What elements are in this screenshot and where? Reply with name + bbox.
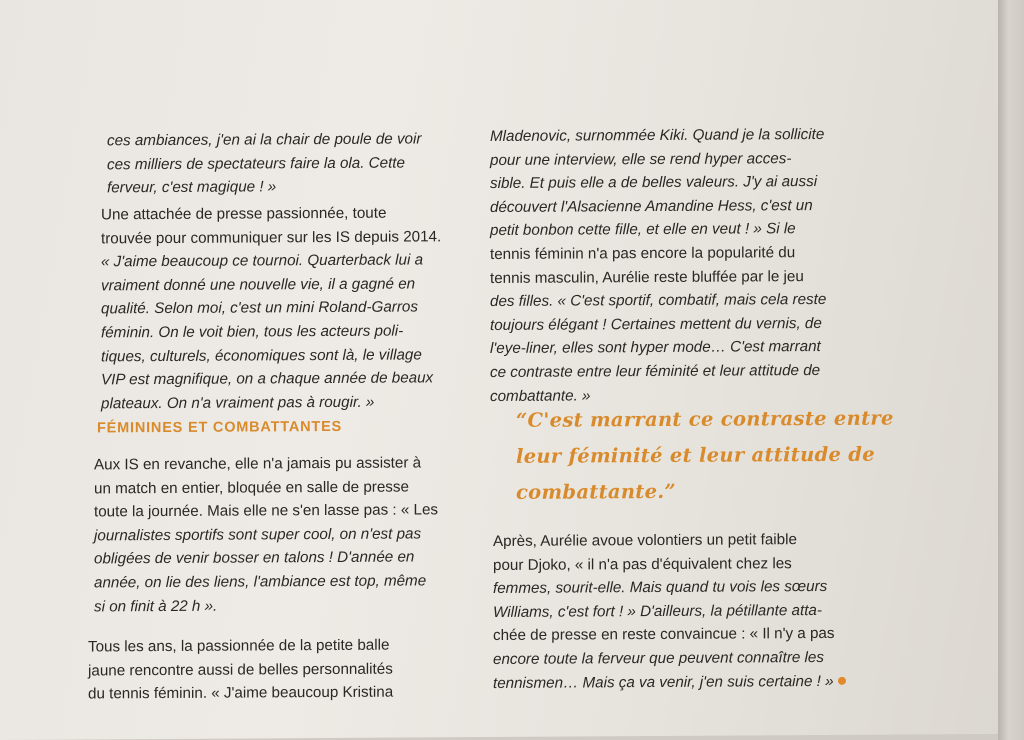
text-line: chée de presse en reste convaincue : « Il n'y a pas	[493, 625, 835, 645]
left-column-body-2	[94, 451, 474, 618]
text-line: sible. Et puis elle a de belles valeurs. J'y ai aussi	[490, 173, 818, 193]
text-line: tennis féminin n'a pas encore la popularité du	[490, 244, 796, 263]
text-line: journalistes sportifs sont super cool, on n'est pas	[94, 525, 422, 545]
text-line: découvert l'Alsacienne Amandine Hess, c'est un	[490, 196, 813, 216]
text-line: un match en entier, bloquée en salle de presse	[94, 478, 409, 498]
text-line: femmes, sourit-elle. Mais quand tu vois les sœurs	[493, 578, 828, 598]
quote-line: leur féminité et leur attitude de	[516, 442, 875, 468]
paragraph-kiki	[490, 123, 860, 408]
text-line: combattante. »	[490, 386, 591, 405]
text-line: toute la journée. Mais elle ne s'en lasse pas : « Les	[94, 501, 438, 521]
intro-paragraph	[107, 127, 467, 200]
text-line: Une attachée de presse passionnée, toute	[101, 204, 387, 224]
text-line: pour une interview, elle se rend hyper acces-	[490, 149, 792, 169]
right-column-body-2	[493, 528, 863, 695]
right-column	[490, 123, 860, 408]
text-line: trouvée pour communiquer sur les IS depuis 2014.	[101, 227, 442, 247]
text-line: ce contraste entre leur féminité et leur attitude de	[490, 361, 821, 381]
paragraph-attachee	[101, 201, 471, 416]
text-line: tennis masculin, Aurélie reste bluffée par le jeu	[490, 267, 804, 287]
text-line: année, on lie des liens, l'ambiance est top, même	[94, 572, 427, 592]
section-heading: FÉMININES ET COMBATTANTES	[97, 418, 343, 437]
text-line: « J'aime beaucoup ce tournoi. Quarterback lui a	[101, 251, 424, 271]
text-line: plateaux. On n'a vraiment pas à rougir. »	[101, 393, 375, 413]
pull-quote	[516, 401, 896, 511]
orange-dot-icon	[838, 676, 846, 684]
text-line: Après, Aurélie avoue volontiers un petit faible	[493, 531, 797, 550]
text-line: des filles. « C'est sportif, combatif, mais cela reste	[490, 291, 827, 311]
left-column-body-3	[88, 633, 473, 706]
text-line: Williams, c'est fort ! » D'ailleurs, la pétillante atta-	[493, 601, 822, 621]
pull-quote-text	[516, 401, 896, 511]
text-line: VIP est magnifique, on a chaque année de beaux	[101, 369, 434, 389]
paragraph-is	[94, 451, 474, 618]
paragraph-djoko	[493, 528, 863, 695]
text-line: l'eye-liner, elles sont hyper mode… C'est marrant	[490, 338, 821, 358]
text-line: jaune rencontre aussi de belles personnalités	[88, 660, 393, 680]
page-edge	[998, 0, 1024, 740]
text-line: Mladenovic, surnommée Kiki. Quand je la sollicite	[490, 125, 825, 146]
quote-line: “C'est marrant ce contraste entre	[516, 406, 894, 432]
section-heading-wrap	[97, 418, 477, 436]
text-line: qualité. Selon moi, c'est un mini Roland-Garros	[101, 298, 418, 318]
text-line: Aux IS en revanche, elle n'a jamais pu assister à	[94, 454, 422, 474]
text-line: obligées de venir bosser en talons ! D'année en	[94, 548, 415, 568]
text-line: du tennis féminin. « J'aime beaucoup Kristina	[88, 683, 394, 703]
text-line: féminin. On le voit bien, tous les acteurs poli-	[101, 322, 404, 342]
paragraph-personnalites	[88, 633, 473, 706]
left-column-body	[101, 201, 471, 416]
text-line: tennismen… Mais ça va venir, j'en suis certaine ! »	[493, 672, 834, 692]
text-line: petit bonbon cette fille, et elle en veut ! » Si le	[490, 220, 796, 240]
text-line: vraiment donné une nouvelle vie, il a gagné en	[101, 275, 416, 295]
text-line: si on finit à 22 h ».	[94, 597, 218, 615]
left-column	[107, 127, 467, 200]
text-line: tiques, culturels, économiques sont là, le village	[101, 345, 422, 365]
text-line: toujours élégant ! Certaines mettent du vernis, de	[490, 314, 822, 334]
quote-line: combattante.”	[516, 479, 676, 504]
text-line: Tous les ans, la passionnée de la petite balle	[88, 636, 390, 656]
text-line: ces milliers de spectateurs faire la ola. Cette	[107, 154, 405, 173]
text-line: pour Djoko, « il n'a pas d'équivalent chez les	[493, 554, 792, 574]
text-line: ces ambiances, j'en ai la chair de poule de voir	[107, 130, 422, 150]
text-line: ferveur, c'est magique ! »	[107, 178, 277, 197]
text-line: encore toute la ferveur que peuvent connaître les	[493, 648, 824, 668]
